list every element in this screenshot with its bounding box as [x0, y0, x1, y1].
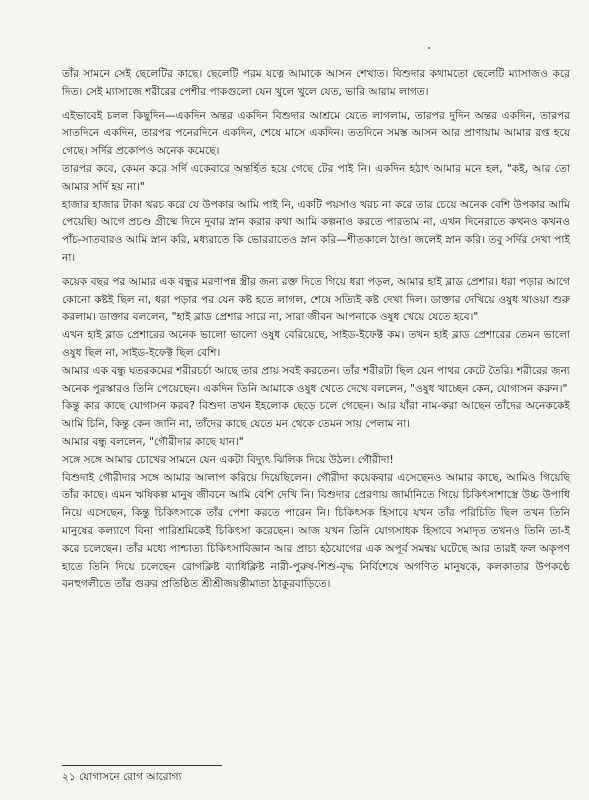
page-footer — [62, 770, 182, 784]
paragraph: এখন হাই ব্লাড প্রেশারের অনেক ভালো ভালো ওষুধ বেরিয়েছে, সাইড-ইফেক্ট কম। তখন হাই ব্লাড প্রেশারের তেমন ভালো ওষুধ ছিল না, সাইড-ইফেক্ট ছিল বেশি। — [62, 329, 570, 359]
paragraph: হাজার হাজার টাকা খরচ করে যে উপকার আমি পাই নি, একটি পয়সাও খরচ না করে তার চেয়ে অনেক বেশি উপকার আমি পেয়েছি। আগে প্রচণ্ড গ্রীষ্মে দিনে দুবার স্নান করার কথা আমি কল্পনাও করতে পারতাম না, এখন দিনেরাতে কখনও কখনও পাঁচ-সাতবারও আমি স্নান করি, মধ্যরাতে কি ভোররাতেও স্নান করি—শীতকালে ঠাণ্ডা জলেই স্নান করি। তবু সর্দির দেখা পাই না। — [62, 198, 570, 264]
page-number: ২১ — [62, 771, 76, 783]
paragraph: কিন্তু কার কাছে যোগাসন করব? বিশুদা তখন ইহলোক ছেড়ে চলে গেছেন। আর যাঁরা নাম-করা আছেন তাঁদের অনেককেই আমি চিনি, কিন্তু কেন জানি না, তাঁদের কাছে যেতে মন থেকে তেমন সায় পেলাম না। — [62, 400, 570, 431]
paragraph: তাঁর সামনে সেই ছেলেটির কাছে। ছেলেটি পরম যত্নে আমাকে আসন শেখাত। বিশুদার কথামতো ছেলেটি ম্যাসাজও করে দিত। সেই ম্যাসাজে শরীরের পেশীর পাকগুলো যেন খুলে খুলে যেত, ভারি আরাম লাগত। — [62, 68, 570, 98]
paragraph: তারপর কবে, কেমন করে সর্দি একেবারে অন্তর্হিত হয়ে গেছে টের পাই নি। একদিন হঠাৎ আমার মনে হল, "কই, আর তো আমার সর্দি হয় না।" — [62, 162, 570, 193]
paragraph: এইভাবেই চলল কিছুদিন—একদিন অন্তর একদিন বিশুদার আশ্রমে যেতে লাগলাম, তারপর দুদিন অন্তর একদিন, তারপর সাতদিনে একদিন, তারপর পনেরদিনে একদিন, শেষে মাসে একদিন। ততদিনে সমস্ত আসন আর প্রাণায়াম আমার রপ্ত হয়ে গেছে। সর্দির প্রকোপও অনেক কমেছে। — [62, 109, 570, 158]
print-speck — [428, 47, 430, 49]
page-body — [62, 66, 570, 594]
paragraph: কয়েক বছর পর আমার এক বন্ধুর মরণাপন্ন স্ত্রীর জন্য রক্ত দিতে গিয়ে ধরা পড়ল, আমার হাই ব্লাড প্রেশার। ধরা পড়ার আগে কোনো কষ্টই ছিল না, ধরা পড়ার পর যেন কষ্ট হতে লাগল, শেষে সত্যিই কষ্ট দেখা দিল। ডাক্তার দেখিয়ে ওষুধ খাওয়া শুরু করলাম। ডাক্তার বললেন, "হাই ব্লাড প্রেশার সারে না, সারা জীবন আপনাকে ওষুধ খেয়ে যেতে হবে।" — [62, 275, 570, 324]
paragraph: আমার বন্ধু বললেন, "গৌরীদার কাছে যান।" — [62, 435, 244, 448]
paragraph: সঙ্গে সঙ্গে আমার চোখের সামনে যেন একটা বিদ্যুৎ ঝিলিক দিয়ে উঠল। গৌরীদা! — [62, 453, 394, 466]
paragraph: বিশুদাই গৌরীদার সঙ্গে আমার আলাপ করিয়ে দিয়েছিলেন। গৌরীদা কয়েকবার এসেছেনও আমার কাছে, আমিও গিয়েছি তাঁর কাছে। এমন ঋষিকল্প মানুষ জীবনে আমি বেশি দেখি নি। বিশুদার প্রেরণায় জার্মানিতে গিয়ে চিকিৎসাশাস্ত্রে উচ্চ উপাধি নিয়ে এসেছেন, কিন্তু চিকিৎসাকে তাঁর পেশা করতে পারেন নি। চিকিৎসক হিসাবে যখন তাঁর পরিচিতি ছিল তখন তিনি মানুষের কল্যাণে বিনা পারিশ্রমিকেই চিকিৎসা করেছেন। আজ যখন তিনি যোগসাধক হিসাবে সমাদৃত তখনও তিনি তা-ই করে চলেছেন। তাঁর মধ্যে পাশ্চাত্য চিকিৎসাবিজ্ঞান আর প্রাচ্য হঠযোগের এক অপূর্ব সমন্বয় ঘটেছে আর তারই ফল অকৃপণ হাতে তিনি দিয়ে চলেছেন রোগক্লিষ্ট ব্যাধিক্লিষ্ট নারী-পুরুষ-শিশু-বৃদ্ধ নির্বিশেষে অগণিত মানুষকে, কলকাতার উপকণ্ঠে বনহুগলীতে তাঁর গুরুর প্রতিষ্ঠিত শ্রীশ্রীজয়ন্তীমাতা ঠাকুরবাড়িতে। — [62, 471, 570, 591]
running-title: যোগাসনে রোগ আরোগ্য — [78, 771, 182, 783]
paragraph: আমার এক বন্ধু ঘতরকমের শরীরচর্চা আছে তার প্রায় সবই করতেন। তাঁর শরীরটা ছিল যেন পাথর কেটে তৈরি। শরীরের জন্য অনেক পুরস্কারও তিনি পেয়েছেন। একদিন তিনি আমাকে ওষুধ খেতে দেখে বললেন, "ওষুধ খাচ্ছেন কেন, যোগাসন করুন।" — [62, 364, 570, 395]
footer-rule — [62, 765, 222, 766]
